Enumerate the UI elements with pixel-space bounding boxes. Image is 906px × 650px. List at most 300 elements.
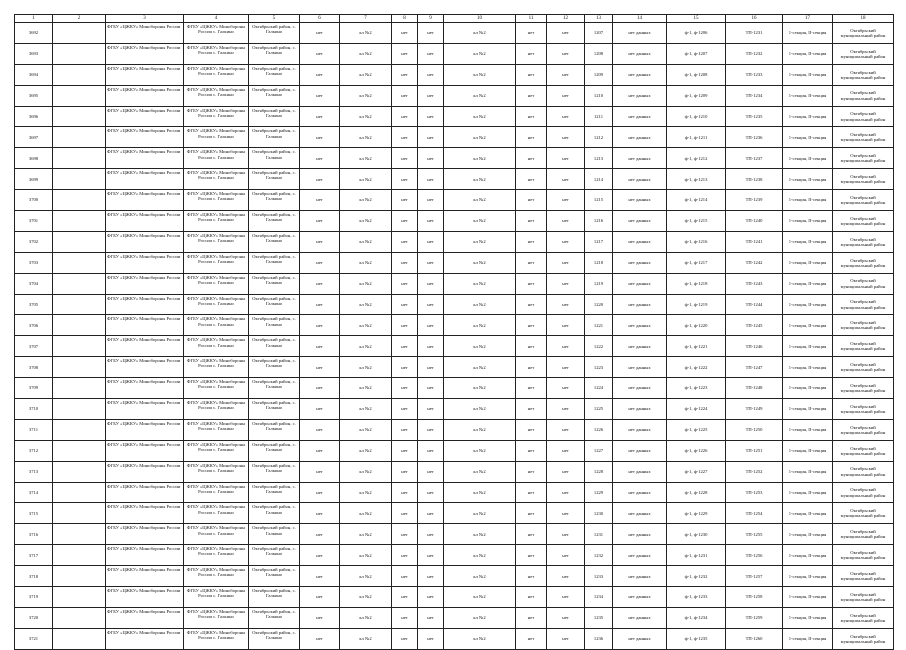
table-cell: ФГБУ «ЦЖКУ» Минобороны России с. Галкино [184,461,249,482]
table-cell: нет [418,315,444,336]
table-cell: 1216 [585,211,613,232]
header-cell: 8 [392,15,418,23]
table-cell: Октябрьский район, с. Галкино [249,336,300,357]
table-cell: нет [300,419,340,440]
table-cell: ТП-1258 [726,587,783,608]
table-cell: ф-1, ф-1224 [667,399,726,420]
table-cell: нет [418,524,444,545]
table-cell: Октябрьский район, с. Галкино [249,127,300,148]
table-cell: ф-1, ф-1221 [667,336,726,357]
table-cell: нет [547,252,585,273]
table-row [15,315,894,336]
table-cell [53,336,106,357]
table-cell: 1211 [585,106,613,127]
table-cell: нет [392,190,418,211]
table-cell: нет [418,252,444,273]
table-cell: 1-секция, II-секция [783,399,833,420]
table-cell: кл №2 [340,378,392,399]
table-cell: 1-секция, II-секция [783,231,833,252]
table-cell: нет [516,273,547,294]
table-cell: нет [516,399,547,420]
table-cell: нет [300,43,340,64]
table-cell: 1220 [585,294,613,315]
table-cell [53,357,106,378]
table-cell: кл №2 [340,169,392,190]
table-cell: нет [547,127,585,148]
table-cell: нет [300,127,340,148]
table-cell: ФГБУ «ЦЖКУ» Минобороны России с. Галкино [184,587,249,608]
table-cell: нет [516,357,547,378]
table-cell: нет [392,169,418,190]
table-cell [53,85,106,106]
table-cell: нет данных [613,587,667,608]
table-cell: ФГБУ «ЦЖКУ» Минобороны России [106,587,184,608]
table-row [15,211,894,232]
table-cell: нет [547,607,585,628]
table-cell: ТП-1235 [726,106,783,127]
table-cell: нет [418,64,444,85]
table-cell: нет [392,64,418,85]
table-cell: ТП-1259 [726,607,783,628]
table-cell: кл №2 [444,231,516,252]
table-cell: 1234 [585,587,613,608]
header-cell: 13 [585,15,613,23]
table-cell: нет [300,273,340,294]
table-cell: 3713 [15,461,53,482]
table-cell: нет [418,503,444,524]
table-cell: кл №2 [444,628,516,649]
table-cell: ТП-1254 [726,503,783,524]
table-cell: ФГБУ «ЦЖКУ» Минобороны России с. Галкино [184,294,249,315]
table-cell: нет данных [613,85,667,106]
table-cell: Октябрьский район, с. Галкино [249,64,300,85]
table-cell: нет [300,64,340,85]
table-cell: кл №2 [444,482,516,503]
table-cell: 1221 [585,315,613,336]
table-cell: ФГБУ «ЦЖКУ» Минобороны России [106,231,184,252]
table-cell: Октябрьский район, с. Галкино [249,190,300,211]
table-cell: Октябрьский район, с. Галкино [249,545,300,566]
table-cell: ФГБУ «ЦЖКУ» Минобороны России с. Галкино [184,628,249,649]
table-cell: ФГБУ «ЦЖКУ» Минобороны России [106,336,184,357]
table-cell: нет [547,43,585,64]
table-cell: ФГБУ «ЦЖКУ» Минобороны России с. Галкино [184,23,249,44]
table-cell: Октябрьский муниципальный район [833,440,894,461]
table-cell: кл №2 [340,607,392,628]
table-cell: нет [547,23,585,44]
table-cell: нет [300,461,340,482]
table-cell: ФГБУ «ЦЖКУ» Минобороны России с. Галкино [184,106,249,127]
table-cell: нет [547,545,585,566]
table-cell: нет [392,357,418,378]
table-cell: ФГБУ «ЦЖКУ» Минобороны России с. Галкино [184,566,249,587]
table-row [15,64,894,85]
table-cell: нет [418,419,444,440]
header-cell: 12 [547,15,585,23]
table-cell: нет [547,399,585,420]
table-cell: 3695 [15,85,53,106]
header-cell: 14 [613,15,667,23]
table-cell: 3715 [15,503,53,524]
table-cell: нет [418,190,444,211]
table-cell: нет [300,482,340,503]
table-cell: ф-1, ф-1230 [667,524,726,545]
table-cell: нет данных [613,461,667,482]
table-cell: нет данных [613,23,667,44]
table-cell: 1212 [585,127,613,148]
table-cell: Октябрьский район, с. Галкино [249,440,300,461]
table-cell [53,461,106,482]
table-cell: нет [547,148,585,169]
table-cell: нет [392,43,418,64]
table-cell: нет [547,566,585,587]
table-cell: ФГБУ «ЦЖКУ» Минобороны России [106,190,184,211]
table-cell: кл №2 [444,399,516,420]
table-cell: нет [300,378,340,399]
table-cell: нет [392,273,418,294]
table-cell: нет данных [613,524,667,545]
table-cell: нет [547,294,585,315]
table-cell: нет [392,440,418,461]
table-cell: 1-секция, II-секция [783,23,833,44]
table-row [15,378,894,399]
table-cell [53,148,106,169]
table-cell: нет [547,628,585,649]
table-cell: нет данных [613,273,667,294]
table-cell: нет [418,273,444,294]
table-cell: 3693 [15,43,53,64]
table-cell: нет [516,336,547,357]
table-row [15,336,894,357]
table-cell [53,315,106,336]
table-cell: ФГБУ «ЦЖКУ» Минобороны России [106,399,184,420]
table-cell: 1214 [585,169,613,190]
table-cell: 1-секция, II-секция [783,378,833,399]
data-table [14,14,894,650]
table-cell: ф-1, ф-1217 [667,252,726,273]
table-cell: ФГБУ «ЦЖКУ» Минобороны России с. Галкино [184,503,249,524]
table-cell: ФГБУ «ЦЖКУ» Минобороны России [106,252,184,273]
table-cell: Октябрьский муниципальный район [833,211,894,232]
table-cell: ф-1, ф-1234 [667,607,726,628]
table-cell: нет [418,628,444,649]
table-cell: нет данных [613,43,667,64]
table-cell: кл №2 [444,294,516,315]
header-cell: 16 [726,15,783,23]
header-cell: 10 [444,15,516,23]
table-cell: нет данных [613,419,667,440]
table-cell: нет [418,440,444,461]
table-cell: ФГБУ «ЦЖКУ» Минобороны России с. Галкино [184,378,249,399]
table-cell: нет [516,503,547,524]
table-cell: ФГБУ «ЦЖКУ» Минобороны России [106,357,184,378]
table-cell: ТП-1251 [726,440,783,461]
table-cell: нет [392,482,418,503]
table-cell: ФГБУ «ЦЖКУ» Минобороны России с. Галкино [184,252,249,273]
table-cell: 1-секция, II-секция [783,127,833,148]
table-cell: Октябрьский муниципальный район [833,607,894,628]
table-cell: кл №2 [340,43,392,64]
table-cell: ТП-1232 [726,43,783,64]
table-cell: 1-секция, II-секция [783,440,833,461]
table-cell: ТП-1252 [726,461,783,482]
table-cell: 1-секция, II-секция [783,419,833,440]
table-cell: нет [300,190,340,211]
table-cell: ф-1, ф-1206 [667,23,726,44]
table-cell: ФГБУ «ЦЖКУ» Минобороны России с. Галкино [184,440,249,461]
table-cell: нет [516,43,547,64]
table-cell: нет [300,23,340,44]
table-row [15,106,894,127]
table-cell: 1-секция, II-секция [783,190,833,211]
table-cell: нет [392,607,418,628]
table-cell: кл №2 [340,85,392,106]
table-cell: нет [547,315,585,336]
table-cell: 3714 [15,482,53,503]
table-row [15,503,894,524]
table-cell: 1217 [585,231,613,252]
table-cell [53,524,106,545]
table-cell: Октябрьский район, с. Галкино [249,315,300,336]
table-cell: ТП-1256 [726,545,783,566]
table-cell: Октябрьский муниципальный район [833,85,894,106]
table-cell [53,64,106,85]
table-cell: ФГБУ «ЦЖКУ» Минобороны России [106,43,184,64]
table-header-row [15,15,894,23]
table-cell: нет [516,440,547,461]
table-cell: 1-секция, II-секция [783,315,833,336]
table-cell: нет данных [613,336,667,357]
table-cell: ФГБУ «ЦЖКУ» Минобороны России с. Галкино [184,524,249,545]
table-cell: кл №2 [340,148,392,169]
table-cell: нет [300,148,340,169]
table-cell: 1213 [585,148,613,169]
table-cell: Октябрьский район, с. Галкино [249,252,300,273]
table-cell: нет [547,169,585,190]
table-cell: 1208 [585,43,613,64]
table-cell: ф-1, ф-1222 [667,357,726,378]
table-cell: ф-1, ф-1214 [667,190,726,211]
table-cell: нет [516,482,547,503]
table-cell: нет [418,607,444,628]
table-cell: нет [516,64,547,85]
table-cell: ТП-1249 [726,399,783,420]
table-cell: ТП-1260 [726,628,783,649]
table-cell: кл №2 [340,419,392,440]
table-cell: 1210 [585,85,613,106]
table-cell: 3720 [15,607,53,628]
table-cell: 1-секция, II-секция [783,273,833,294]
table-cell: ТП-1231 [726,23,783,44]
table-cell: нет [516,524,547,545]
table-cell: ФГБУ «ЦЖКУ» Минобороны России [106,566,184,587]
table-cell: 1-секция, II-секция [783,503,833,524]
table-row [15,566,894,587]
table-cell: нет [392,252,418,273]
table-cell: Октябрьский муниципальный район [833,336,894,357]
table-cell: нет [516,607,547,628]
table-cell: Октябрьский муниципальный район [833,148,894,169]
table-cell: ТП-1253 [726,482,783,503]
table-cell: ТП-1257 [726,566,783,587]
table-cell: Октябрьский муниципальный район [833,545,894,566]
table-cell: кл №2 [444,23,516,44]
table-cell: 1227 [585,440,613,461]
table-cell: 3699 [15,169,53,190]
table-cell: ФГБУ «ЦЖКУ» Минобороны России [106,85,184,106]
table-cell: нет [300,106,340,127]
table-cell: нет [547,378,585,399]
table-cell: ФГБУ «ЦЖКУ» Минобороны России с. Галкино [184,482,249,503]
table-cell: 1209 [585,64,613,85]
table-cell: нет [516,23,547,44]
table-row [15,148,894,169]
table-cell: 1226 [585,419,613,440]
table-cell: ф-1, ф-1220 [667,315,726,336]
table-cell [53,190,106,211]
table-cell: 1-секция, II-секция [783,43,833,64]
table-cell: Октябрьский район, с. Галкино [249,503,300,524]
table-cell: ФГБУ «ЦЖКУ» Минобороны России с. Галкино [184,85,249,106]
table-cell: ФГБУ «ЦЖКУ» Минобороны России [106,440,184,461]
table-cell [53,399,106,420]
table-cell: ФГБУ «ЦЖКУ» Минобороны России с. Галкино [184,315,249,336]
table-cell: кл №2 [444,524,516,545]
table-cell: нет [392,461,418,482]
table-cell: кл №2 [340,440,392,461]
document-sheet [14,14,893,650]
table-cell: ФГБУ «ЦЖКУ» Минобороны России с. Галкино [184,273,249,294]
table-cell: Октябрьский район, с. Галкино [249,43,300,64]
table-cell: ТП-1234 [726,85,783,106]
table-cell: нет [300,211,340,232]
table-cell: нет [547,211,585,232]
table-cell [53,231,106,252]
table-cell: нет [547,482,585,503]
table-cell: кл №2 [340,399,392,420]
table-cell: кл №2 [444,545,516,566]
table-cell: 1236 [585,628,613,649]
table-row [15,231,894,252]
table-cell: ФГБУ «ЦЖКУ» Минобороны России [106,419,184,440]
table-cell: нет [418,127,444,148]
table-cell: ФГБУ «ЦЖКУ» Минобороны России [106,461,184,482]
table-cell: нет [392,106,418,127]
table-cell: ф-1, ф-1231 [667,545,726,566]
table-cell: нет [300,566,340,587]
table-cell: ФГБУ «ЦЖКУ» Минобороны России [106,315,184,336]
table-cell: нет [418,169,444,190]
table-cell: нет [418,85,444,106]
table-cell [53,252,106,273]
table-cell: нет [392,419,418,440]
table-cell: 3717 [15,545,53,566]
table-cell [53,294,106,315]
table-cell: кл №2 [340,211,392,232]
table-cell: Октябрьский муниципальный район [833,357,894,378]
table-cell: кл №2 [444,378,516,399]
table-cell: нет [418,336,444,357]
table-cell: Октябрьский район, с. Галкино [249,85,300,106]
table-cell: нет [392,85,418,106]
table-cell [53,378,106,399]
table-cell: ФГБУ «ЦЖКУ» Минобороны России с. Галкино [184,231,249,252]
table-cell: ф-1, ф-1227 [667,461,726,482]
table-cell: 1-секция, II-секция [783,524,833,545]
table-cell: нет данных [613,252,667,273]
table-cell: ФГБУ «ЦЖКУ» Минобороны России [106,294,184,315]
table-cell: кл №2 [444,336,516,357]
table-cell: ФГБУ «ЦЖКУ» Минобороны России с. Галкино [184,545,249,566]
table-cell: ФГБУ «ЦЖКУ» Минобороны России с. Галкино [184,43,249,64]
table-cell: 3709 [15,378,53,399]
table-cell: кл №2 [340,23,392,44]
table-cell: нет [392,127,418,148]
table-cell: нет [516,419,547,440]
table-cell: 1-секция, II-секция [783,106,833,127]
table-cell: ТП-1242 [726,252,783,273]
table-cell: 1-секция, II-секция [783,545,833,566]
table-cell: кл №2 [444,169,516,190]
table-cell: 1207 [585,23,613,44]
table-cell: Октябрьский муниципальный район [833,43,894,64]
table-cell: 3698 [15,148,53,169]
table-row [15,482,894,503]
table-cell: 1219 [585,273,613,294]
table-cell: ф-1, ф-1211 [667,127,726,148]
table-cell: 1228 [585,461,613,482]
table-cell: Октябрьский район, с. Галкино [249,461,300,482]
table-cell: кл №2 [444,440,516,461]
table-cell: ТП-1250 [726,419,783,440]
header-cell: 15 [667,15,726,23]
table-cell: Октябрьский муниципальный район [833,399,894,420]
table-cell: нет [516,231,547,252]
table-cell: 1230 [585,503,613,524]
table-cell: нет данных [613,503,667,524]
table-cell: нет данных [613,169,667,190]
table-cell: нет данных [613,127,667,148]
table-cell: ТП-1244 [726,294,783,315]
table-cell [53,23,106,44]
table-cell: 3692 [15,23,53,44]
table-cell: нет данных [613,378,667,399]
table-cell: кл №2 [340,231,392,252]
table-cell [53,545,106,566]
table-cell: нет [418,148,444,169]
table-cell: Октябрьский район, с. Галкино [249,148,300,169]
table-cell: кл №2 [340,587,392,608]
table-cell: 3696 [15,106,53,127]
table-cell: нет [418,399,444,420]
header-cell: 18 [833,15,894,23]
table-cell [53,440,106,461]
table-cell [53,503,106,524]
table-cell: нет [300,294,340,315]
table-cell: Октябрьский муниципальный район [833,252,894,273]
table-cell: Октябрьский район, с. Галкино [249,211,300,232]
table-cell: нет [300,252,340,273]
table-row [15,85,894,106]
table-cell: нет [418,587,444,608]
table-cell: нет [516,628,547,649]
table-cell: кл №2 [340,64,392,85]
table-cell: нет данных [613,190,667,211]
table-row [15,273,894,294]
table-cell: ФГБУ «ЦЖКУ» Минобороны России [106,211,184,232]
table-cell: нет [392,587,418,608]
table-cell: Октябрьский муниципальный район [833,231,894,252]
